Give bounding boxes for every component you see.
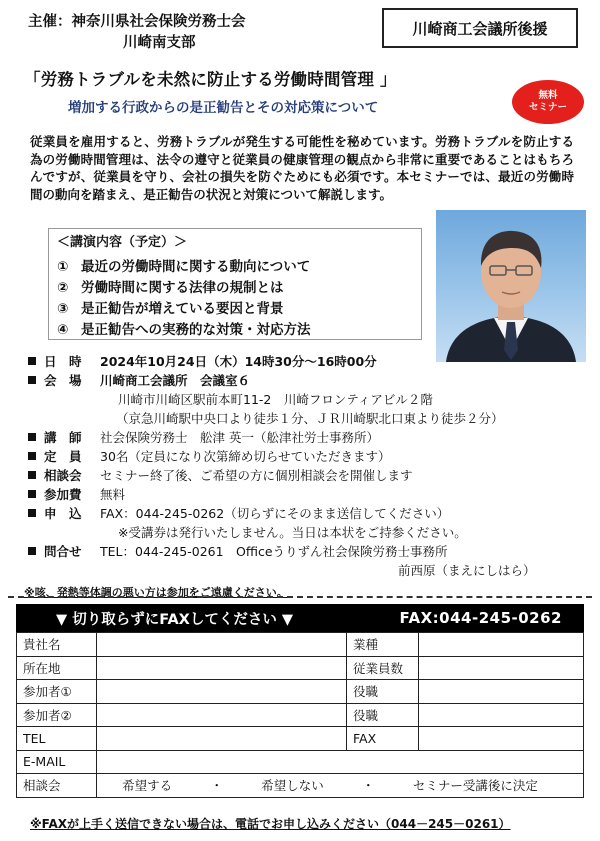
consult-option-no[interactable]: 希望しない: [261, 778, 324, 794]
fax-trouble-note: ※FAXが上手く送信できない場合は、電話でお申し込みください（044－245－0261）: [30, 817, 511, 831]
agenda-item: [57, 255, 310, 275]
agenda-heading: ＜講演内容（予定）＞: [57, 235, 188, 250]
agenda-item-number: ①: [57, 259, 69, 275]
agenda-item: [57, 276, 284, 296]
form-label: 所在地: [17, 656, 97, 680]
detail-value: 無料: [100, 487, 126, 502]
detail-speaker: [28, 428, 379, 446]
speaker-photo: [436, 210, 586, 362]
consult-options: [97, 774, 584, 798]
option-separator: ・: [210, 778, 223, 794]
agenda-item: [57, 297, 284, 317]
industry-field[interactable]: [419, 633, 584, 657]
agenda-box: [48, 228, 422, 340]
speaker-portrait-icon: [436, 210, 586, 362]
bullet-icon: [28, 547, 36, 555]
form-label: 参加者②: [17, 703, 97, 727]
support-box: 川崎商工会議所後援: [382, 8, 578, 48]
detail-contact: [28, 542, 448, 560]
option-separator: ・: [362, 778, 375, 794]
detail-value: 社会保険労務士 舩津 英一（舩津社労士事務所）: [100, 430, 379, 445]
cut-line: [8, 596, 592, 598]
fax-banner-number: FAX:044-245-0262: [399, 609, 562, 627]
detail-value: TEL：044-245-0261 Officeうりずん社会保険労務士事務所: [100, 544, 448, 559]
bullet-icon: [28, 490, 36, 498]
company-field[interactable]: [97, 633, 347, 657]
form-label: 役職: [347, 680, 419, 704]
fax-banner-instruction: ▼ 切り取らずにFAXしてください ▼: [56, 611, 294, 628]
form-label: 参加者①: [17, 680, 97, 704]
bullet-icon: [28, 509, 36, 517]
position2-field[interactable]: [419, 703, 584, 727]
form-label: 従業員数: [347, 656, 419, 680]
form-label: 業種: [347, 633, 419, 657]
position1-field[interactable]: [419, 680, 584, 704]
detail-label: 参加費: [44, 487, 82, 502]
table-row: [17, 750, 584, 774]
page-subtitle: 増加する行政からの是正勧告とその対応策について: [68, 100, 379, 116]
detail-apply: [28, 504, 449, 522]
consult-option-yes[interactable]: 希望する: [122, 778, 173, 794]
organizer: [28, 12, 246, 54]
agenda-item-number: ③: [57, 301, 69, 317]
venue-access: （京急川崎駅中央口より徒歩１分、ＪＲ川崎駅北口東より徒歩２分）: [116, 411, 504, 426]
participant1-field[interactable]: [97, 680, 347, 704]
form-label: 貴社名: [17, 633, 97, 657]
consult-option-later[interactable]: セミナー受講後に決定: [412, 778, 538, 794]
agenda-item-number: ②: [57, 280, 69, 296]
address-field[interactable]: [97, 656, 347, 680]
table-row: [17, 656, 584, 680]
apply-note: ※受講券は発行いたしません。当日は本状をご持参ください。: [118, 525, 467, 540]
agenda-item-text: 労働時間に関する法律の規制とは: [81, 280, 284, 296]
detail-label: 定 員: [44, 449, 82, 464]
organizer-line2: 川崎南支部: [123, 35, 196, 51]
detail-consult: [28, 466, 413, 484]
fax-field[interactable]: [419, 727, 584, 751]
form-label: TEL: [17, 727, 97, 751]
page-title: 「労務トラブルを未然に防止する労働時間管理 」: [24, 70, 397, 89]
detail-label: 申 込: [44, 506, 82, 521]
fax-banner: [16, 604, 584, 632]
table-row: [17, 703, 584, 727]
agenda-item: [57, 318, 311, 338]
venue-address: 川崎市川崎区駅前本町11-2 川崎フロンティアビル２階: [118, 392, 433, 407]
email-field[interactable]: [97, 750, 584, 774]
bullet-icon: [28, 452, 36, 460]
detail-capacity: [28, 447, 391, 465]
detail-value: FAX：044-245-0262（切らずにそのまま送信してください）: [100, 506, 450, 521]
detail-date: [28, 352, 377, 370]
contact-person: 前西原（まえにしはら）: [398, 563, 536, 578]
badge-line1: 無料: [538, 90, 558, 101]
detail-value: セミナー終了後、ご希望の方に個別相談会を開催します: [100, 468, 413, 483]
intro-text: 従業員を雇用すると、労務トラブルが発生する可能性を秘めています。労務トラブルを防止する為の労働時間管理は、法令の遵守と従業員の健康管理の観点から非常に重要であることはもちろんですが、従業員を守り、会社の損失を防ぐためにも必須です。本セミナーでは、最近の労働時間の動向を踏まえ、是正勧告の状況と対策について解説します。: [30, 134, 574, 202]
detail-venue: [28, 371, 250, 389]
employees-field[interactable]: [419, 656, 584, 680]
bullet-icon: [28, 433, 36, 441]
bullet-icon: [28, 376, 36, 384]
application-form: [16, 632, 584, 798]
tel-field[interactable]: [97, 727, 347, 751]
detail-fee: [28, 485, 125, 503]
detail-value: 川崎商工会議所 会議室６: [100, 373, 251, 388]
agenda-item-text: 是正勧告が増えている要因と背景: [81, 301, 284, 317]
detail-value: 30名（定員になり次第締め切らせていただきます）: [100, 449, 391, 464]
organizer-line1: 主催：神奈川県社会保険労務士会: [28, 14, 246, 30]
table-row: [17, 633, 584, 657]
detail-label: 会 場: [44, 373, 82, 388]
agenda-item-text: 最近の労働時間に関する動向について: [81, 259, 311, 275]
table-row: [17, 774, 584, 798]
form-label: 役職: [347, 703, 419, 727]
table-row: [17, 727, 584, 751]
detail-label: 相談会: [44, 468, 82, 483]
form-label: FAX: [347, 727, 419, 751]
free-seminar-badge: [512, 80, 584, 124]
detail-label: 講 師: [44, 430, 82, 445]
table-row: [17, 680, 584, 704]
detail-value: 2024年10月24日（木）14時30分～16時00分: [100, 354, 377, 369]
form-label: 相談会: [17, 774, 97, 798]
detail-label: 問合せ: [44, 544, 82, 559]
health-note: ※咳、発熱等体調の悪い方は参加をご遠慮ください。: [24, 586, 288, 599]
participant2-field[interactable]: [97, 703, 347, 727]
agenda-item-text: 是正勧告への実務的な対策・対応方法: [81, 322, 311, 338]
agenda-item-number: ④: [57, 322, 69, 338]
bullet-icon: [28, 471, 36, 479]
bullet-icon: [28, 357, 36, 365]
form-label: E-MAIL: [17, 750, 97, 774]
detail-label: 日 時: [44, 354, 82, 369]
badge-line2: セミナー: [528, 102, 567, 113]
